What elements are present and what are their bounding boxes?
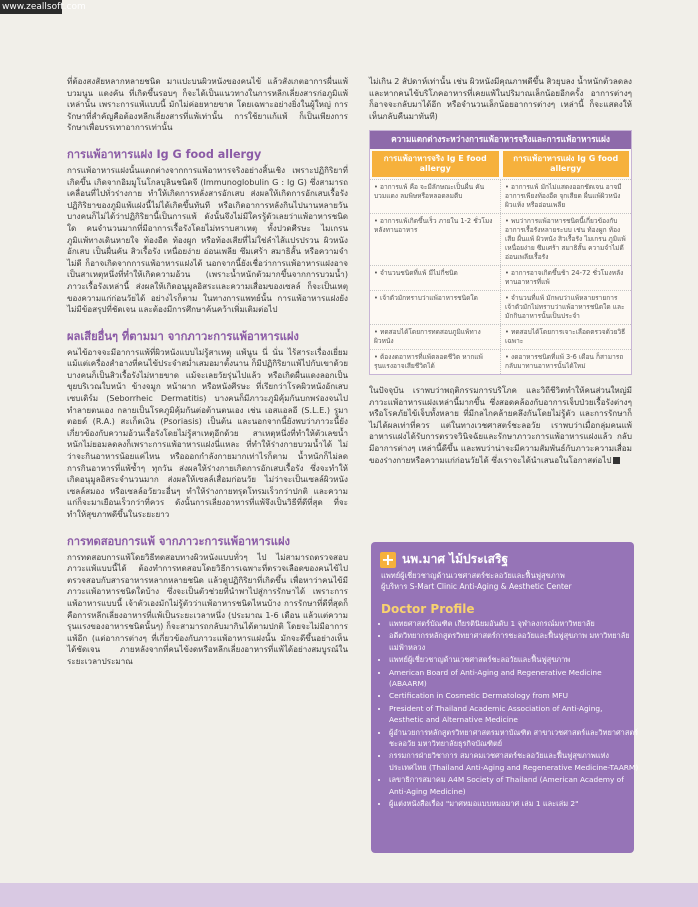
cell-ige: • ต้องงดอาหารที่แพ้ตลอดชีวิต หากแพ้รุนแรงอาจเสียชีวิตได้ bbox=[370, 350, 501, 374]
list-item: • แพทย์ผู้เชี่ยวชาญด้านเวชศาสตร์ชะลอวัยและฟื้นฟูสุขภาพ bbox=[389, 654, 639, 665]
right-column bbox=[369, 76, 632, 466]
cell-igg: • งดอาหารชนิดที่แพ้ 3-6 เดือน ก็สามารถกลับมาทานอาหารนั้นได้ใหม่ bbox=[505, 352, 624, 370]
paragraph-side-effects: คนไข้อาจจะมีอาการแพ้ที่ผิวหนังแบบไม่รู้สาเหตุ แพ้นูน นี่ นั่น ไร้สาระเรื่องเยี่ยมแม้แต่เครื่องสำอางที่คนไข้ประจำสม่ำเสมอมาตั้งนาน ก็มีปฏิกิริยาแพ้ไปกับเขาด้วย บางคนก็เป็นสิวเรื้อรังไม่หายขาด แม้จะเลยวัยรุ่นไปแล้ว หรือเกิดผื่นแดงลอกเป็นขุยบริเวณใบหน้า ข้างจมูก หน้าผาก หรือหนังศีรษะ ที่เรียกว่าโรคผิวหนังอักเสบ เซบเดิร์ม (Seborrheic Dermatitis) บางคนก็มีภาวะภูมิคุ้มกันบกพร่องจนไปทำลายตนเอง กลายเป็นโรคภูมิคุ้มกันต่อต้านตนเอง เช่น เอสแอลอี (S.L.E.) รูมาตอยด์ (R.A.) สะเก็ดเงิน (Psoriasis) เป็นต้น และนอกจากนี้ยังพบว่าภาวะนี้ยังเกี่ยวข้องกับความอ้วนเรื้อรังโดยไม่รู้สาเหตุอีกด้วย สาเหตุหนึ่งที่ทำให้ตัวเลขน้ำหนักไม่ยอมลดลงก็เพราะการแพ้อาหารแฝงนี่แหละ ที่ทำให้ร่างกายบวมน้ำได้ ไม่ว่าจะกินอาหารน้อยแค่ไหน หรือออกกำลังกายมากเท่าไรก็ตาม น้ำหนักก็ไม่ลด การกินอาหารที่แพ้ซ้ำๆ ทุกวัน ส่งผลให้ร่างกายเกิดการอักเสบเรื้อรัง ซึ่งจะทำให้เกิดอนุมูลอิสระจำนวนมาก ส่งผลให้เซลล์เสื่อมก่อนวัย ไม่ว่าจะเป็นเซลล์ผิวหนัง เซลล์สมอง หรือเซลล์อวัยวะอื่นๆ ทำให้ร่างกายทรุดโทรมเร็วกว่าปกติ และความแก่ก็จะมาเยือนเร็วกว่าที่ควร ดังนั้นการเลี่ยงอาหารที่แพ้จึงเป็นวิธีที่ดีที่สุด ที่จะทำให้สุขภาพดีขึ้นในระยะยาว bbox=[67, 346, 348, 519]
cell-igg: • ทดสอบได้โดยการเจาะเลือดตรวจด้วยวิธีเฉพาะ bbox=[505, 327, 626, 345]
heading-igg-food-allergy: การแพ้อาหารแฝง Ig G food allergy bbox=[67, 147, 262, 161]
doctor-title bbox=[381, 570, 627, 592]
plus-icon: + bbox=[381, 550, 395, 569]
list-item: • เลขาธิการสมาคม A4M Society of Thailand (American Academy of Anti-Aging Medicine) bbox=[389, 774, 639, 797]
list-item: • President of Thailand Academic Association of Anti-Aging, Aesthetic and Alternative Medicine bbox=[389, 703, 639, 726]
intro-paragraph: ที่ต้องสงสัยหลากหลายชนิด มาแปะบนผิวหนังของคนไข้ แล้วสังเกตอาการผื่นแพ้ บวมนูน แดงคัน ที่เกิดขึ้นรอบๆ ก็จะได้เป็นแนวทางในการหลีกเลี่ยงสารก่อภูมิแพ้เหล่านั้น เพราะการแพ้แบบนี้ มักไม่ค่อยหายขาด โดยเฉพาะอย่างยิ่งในผู้ใหญ่ การรักษาที่สำคัญคือต้องหลีกเลี่ยงสารที่แพ้เท่านั้น การใช้ยาแก้แพ้ ก็เป็นเพียงการรักษาเพื่อบรรเทาอาการเท่านั้น bbox=[67, 76, 348, 133]
doctor-name: นพ.มาศ ไม้ประเสริฐ bbox=[402, 552, 509, 566]
doctor-profile-box bbox=[371, 542, 639, 853]
doctor-title-line1: แพทย์ผู้เชี่ยวชาญด้านเวชศาสตร์ชะลอวัยและฟื้นฟูสุขภาพ bbox=[381, 571, 565, 580]
header-igg: การแพ้อาหารแฝง Ig G food allergy bbox=[503, 151, 630, 177]
paragraph-igg: การแพ้อาหารแฝงนั้นแตกต่างจากการแพ้อาหารจริงอย่างสิ้นเชิง เพราะปฏิกิริยาที่เกิดขึ้น เกิดจากอิมมูโนโกลบุลินชนิดจี (Immunoglobulin G : Ig G) ซึ่งสามารถเคลื่อนที่ไปทั่วร่างกาย ทำให้เกิดการหลั่งสารอักเสบ ส่งผลให้เกิดการอักเสบเรื้อรัง ปฏิกิริยาของภูมิแพ้แฝงนี้ไม่ได้เกิดขึ้นทันที หรือเกิดอาการหลังกินไปนานหลายวัน บางคนก็ไม่ได้ว่าปฏิกิริยานี้เป็นการแพ้ ดังนั้นจึงไม่มีใครรู้ตัวเลยว่าแพ้อาหารชนิดใด คนจำนวนมากที่มีอาการเรื้อรังโดยไม่ทราบสาเหตุ ทั้งปวดศีรษะ ไมเกรน ภูมิแพ้ทางเดินหายใจ ท้องอืด ท้องผูก หรือท้องเสียที่ไม่ใช่ลำไส้แปรปรวน ผิวหนังอักเสบ เป็นผื่นคัน สิวเรื้อรัง เหนื่อยง่าย อ่อนเพลีย ซึมเศร้า สมาธิสั้น หรือความจำไม่ดี ก็อาจเกิดจากการแพ้อาหารแฝงได้ นอกจากนี้ยังเชื่อว่าการแพ้อาหารแฝงอาจเป็นสาเหตุหนึ่งที่ทำให้เกิดความอ้วน (เพราะน้ำหนักตัวมากขึ้นจากการบวมน้ำ) ภาวะเรื้อรังเหล่านี้ ส่งผลให้เกิดอนุมูลอิสระและความเสื่อมของเซลล์ ก็จะเป็นเหตุของความแก่ก่อนวัยได้ อย่างไรก็ตาม ในทางการแพทย์นั้น การแพ้อาหารแฝงยังไม่มีข้อสรุปที่ชัดเจน และต้องมีการศึกษาค้นคว้าเพิ่มเติมต่อไป bbox=[67, 164, 348, 315]
cell-igg: • จำนวนที่แพ้ มักพบว่าแพ้หลายรายการ เจ้าตัวมักไม่ทราบว่าแพ้อาหารชนิดใด และมักกินอาหารนั้นเป็นประจำ bbox=[505, 293, 625, 320]
doctor-title-line2: ผู้บริหาร S-Mart Clinic Anti-Aging & Aesthetic Center bbox=[381, 582, 572, 591]
cell-ige: • อาการแพ้ คือ จะมีลักษณะเป็นผื่น คันบวมแดง ลมพิษหรือหลอดลมตีบ bbox=[370, 180, 501, 213]
cell-igg: • พบว่าการแพ้อาหารชนิดนี้เกี่ยวข้องกับอาการเรื้อรังหลายระบบ เช่น ท้องผูก ท้องเสีย ผื่นแพ้ ผิวหนัง สิวเรื้อรัง ไมเกรน ภูมิแพ้ เหนื่อยง่าย ซึมเศร้า สมาธิสั้น ความจำไม่ดี อ่อนเพลียเรื้อรัง bbox=[505, 216, 626, 261]
list-item: • อดีตวิทยากรหลักสูตรวิทยาศาสตร์การชะลอวัยและฟื้นฟูสุขภาพ มหาวิทยาลัยแม่ฟ้าหลวง bbox=[389, 630, 639, 653]
cell-ige: • ทดสอบได้โดยการทดสอบภูมิแพ้ทางผิวหนัง bbox=[370, 325, 501, 349]
table-row bbox=[370, 179, 631, 213]
table-header bbox=[370, 149, 631, 179]
cell-ige: • จำนวนชนิดที่แพ้ มีไม่กี่ชนิด bbox=[370, 266, 501, 290]
table-row bbox=[370, 265, 631, 290]
list-item: • กรรมการฝ่ายวิชาการ สมาคมเวชศาสตร์ชะลอวัยและฟื้นฟูสุขภาพแห่งประเทศไทย (Thailand Anti-Aging and Regenerative Medicine-TAARM) bbox=[389, 750, 639, 773]
list-item: • Certification in Cosmetic Dermatology from MFU bbox=[389, 690, 639, 701]
cell-ige: • อาการแพ้เกิดขึ้นเร็ว ภายใน 1-2 ชั่วโมงหลังทานอาหาร bbox=[370, 214, 501, 265]
cell-igg: • อาการแพ้ มักไม่แสดงออกชัดเจน อาจมีอาการเพียงท้องอืด จุกเสียด ผื่นแพ้ผิวหนัง ผิวแห้ง หรืออ่อนเพลีย bbox=[505, 182, 622, 209]
conclusion-text: ในปัจจุบัน เราพบว่าพฤติกรรมการบริโภค และวิถีชีวิตทำให้คนส่วนใหญ่มีภาวะแพ้อาหารแฝงเหล่านี้มากขึ้น ซึ่งสอดคล้องกับอาการเจ็บป่วยเรื้อรังต่างๆ หรือโรคภัยไข้เจ็บทั้งหลาย ที่มีกลไกคล้ายคลึงกันโดยไม่รู้ตัว และการรักษาก็ไม่ได้ผลเท่าที่ควร แต่ในทางเวชศาสตร์ชะลอวัย เราพบว่าเมื่อกลุ่มคนแพ้อาหารแฝงได้รับการตรวจวินิจฉัยและรักษาภาวะการแพ้อาหารแฝงแล้ว กลับมีอาการต่างๆ เหล่านี้ดีขึ้น และพบว่าน่าจะมีความสัมพันธ์กับภาวะความเสื่อมของร่างกายหรือความแก่ก่อนวัยได้ ซึ่งเราจะได้นำเสนอในโอกาสต่อไป bbox=[369, 384, 632, 465]
table-row bbox=[370, 324, 631, 349]
profile-list bbox=[379, 618, 639, 811]
heading-testing: การทดสอบการแพ้ จากภาวะการแพ้อาหารแฝง bbox=[67, 534, 291, 548]
cell-igg: • อาการอาจเกิดขึ้นช้า 24-72 ชั่วโมงหลังทานอาหารที่แพ้ bbox=[505, 268, 624, 286]
list-item: • ผู้อำนวยการหลักสูตรวิทยาศาสตรมหาบัณฑิต สาขาเวชศาสตร์และวิทยาศาสตร์ชะลอวัย มหาวิทยาลัยธุรกิจบัณฑิตย์ bbox=[389, 727, 639, 750]
profile-heading: Doctor Profile bbox=[381, 602, 475, 616]
list-item: • ผู้แต่งหนังสือเรื่อง "มาศหมอแบบหมอมาศ เล่ม 1 และเล่ม 2" bbox=[389, 798, 639, 809]
table-title: ความแตกต่างระหว่างการแพ้อาหารจริงและการแพ้อาหารแฝง bbox=[370, 131, 631, 149]
comparison-table bbox=[369, 130, 632, 375]
left-column bbox=[67, 76, 348, 668]
list-item: • แพทยศาสตร์บัณฑิต เกียรตินิยมอันดับ 1 จุฬาลงกรณ์มหาวิทยาลัย bbox=[389, 618, 639, 629]
bottom-bar bbox=[0, 883, 698, 907]
paragraph-testing: การทดสอบการแพ้โดยวิธีทดสอบทางผิวหนังแบบทั่วๆ ไป ไม่สามารถตรวจสอบภาวะแพ้แบบนี้ได้ ต้องทำการทดสอบโดยวิธีการเฉพาะที่ตรวจเลือดของคนไข้ไปตรวจสอบกับสารอาหารหลากหลายชนิด แล้วดูปฏิกิริยาที่เกิดขึ้น เพื่อหาว่าคนไข้มีภาวะแพ้อาหารชนิดใดบ้าง ซึ่งจะเป็นตัวช่วยที่นำพาไปสู่การรักษาได้ เพราะการแพ้อาหารแบบนี้ เจ้าตัวเองมักไม่รู้ตัวว่าแพ้อาหารชนิดไหนบ้าง การรักษาที่ดีที่สุดก็คือการหลีกเลี่ยงอาหารที่แพ้เป็นระยะเวลาหนึ่ง (ประมาณ 1-6 เดือน แล้วแต่ความรุนแรงของอาหารชนิดนั้นๆ) ก็จะสามารถกลับมากินได้ตามปกติ โดยจะไม่มีอาการแพ้อีก (แต่อาการต่างๆ ที่เกี่ยวข้องกับภาวะแพ้อาหารแฝงนั้น มักจะดีขึ้นอย่างเห็นได้ชัดเจน ภายหลังจากที่คนไข้งดหรือหลีกเลี่ยงอาหารที่แพ้ได้อย่างสมบูรณ์ในระยะเวลาประมาณ bbox=[67, 551, 348, 666]
list-item: • American Board of Anti-Aging and Regenerative Medicine (ABAARM) bbox=[389, 667, 639, 690]
table-row bbox=[370, 290, 631, 324]
heading-side-effects: ผลเสียอื่นๆ ที่ตามมา จากภาวะการแพ้อาหารแฝง bbox=[67, 329, 299, 343]
end-mark-icon bbox=[613, 457, 620, 464]
paragraph-conclusion bbox=[369, 385, 632, 466]
watermark: www.zeallsoft.com bbox=[2, 2, 86, 12]
table-row bbox=[370, 349, 631, 374]
paragraph-continued: ไม่เกิน 2 สัปดาห์เท่านั้น เช่น ผิวหนังมีคุณภาพดีขึ้น สิวยุบลง น้ำหนักตัวลดลงและหากคนไข้บริโภคอาหารที่เคยแพ้ในปริมาณเล็กน้อยอีกครั้ง อาการต่างๆ ก็อาจจะกลับมาได้อีก หรือจำนวนเล็กน้อยอาการต่างๆ เหล่านี้ ก็จะแสดงให้เห็นกลับคืนมาทันที) bbox=[369, 76, 632, 121]
table-row bbox=[370, 213, 631, 265]
cell-ige: • เจ้าตัวมักทราบว่าแพ้อาหารชนิดใด bbox=[370, 291, 501, 324]
header-ige: การแพ้อาหารจริง Ig E food allergy bbox=[372, 151, 499, 177]
